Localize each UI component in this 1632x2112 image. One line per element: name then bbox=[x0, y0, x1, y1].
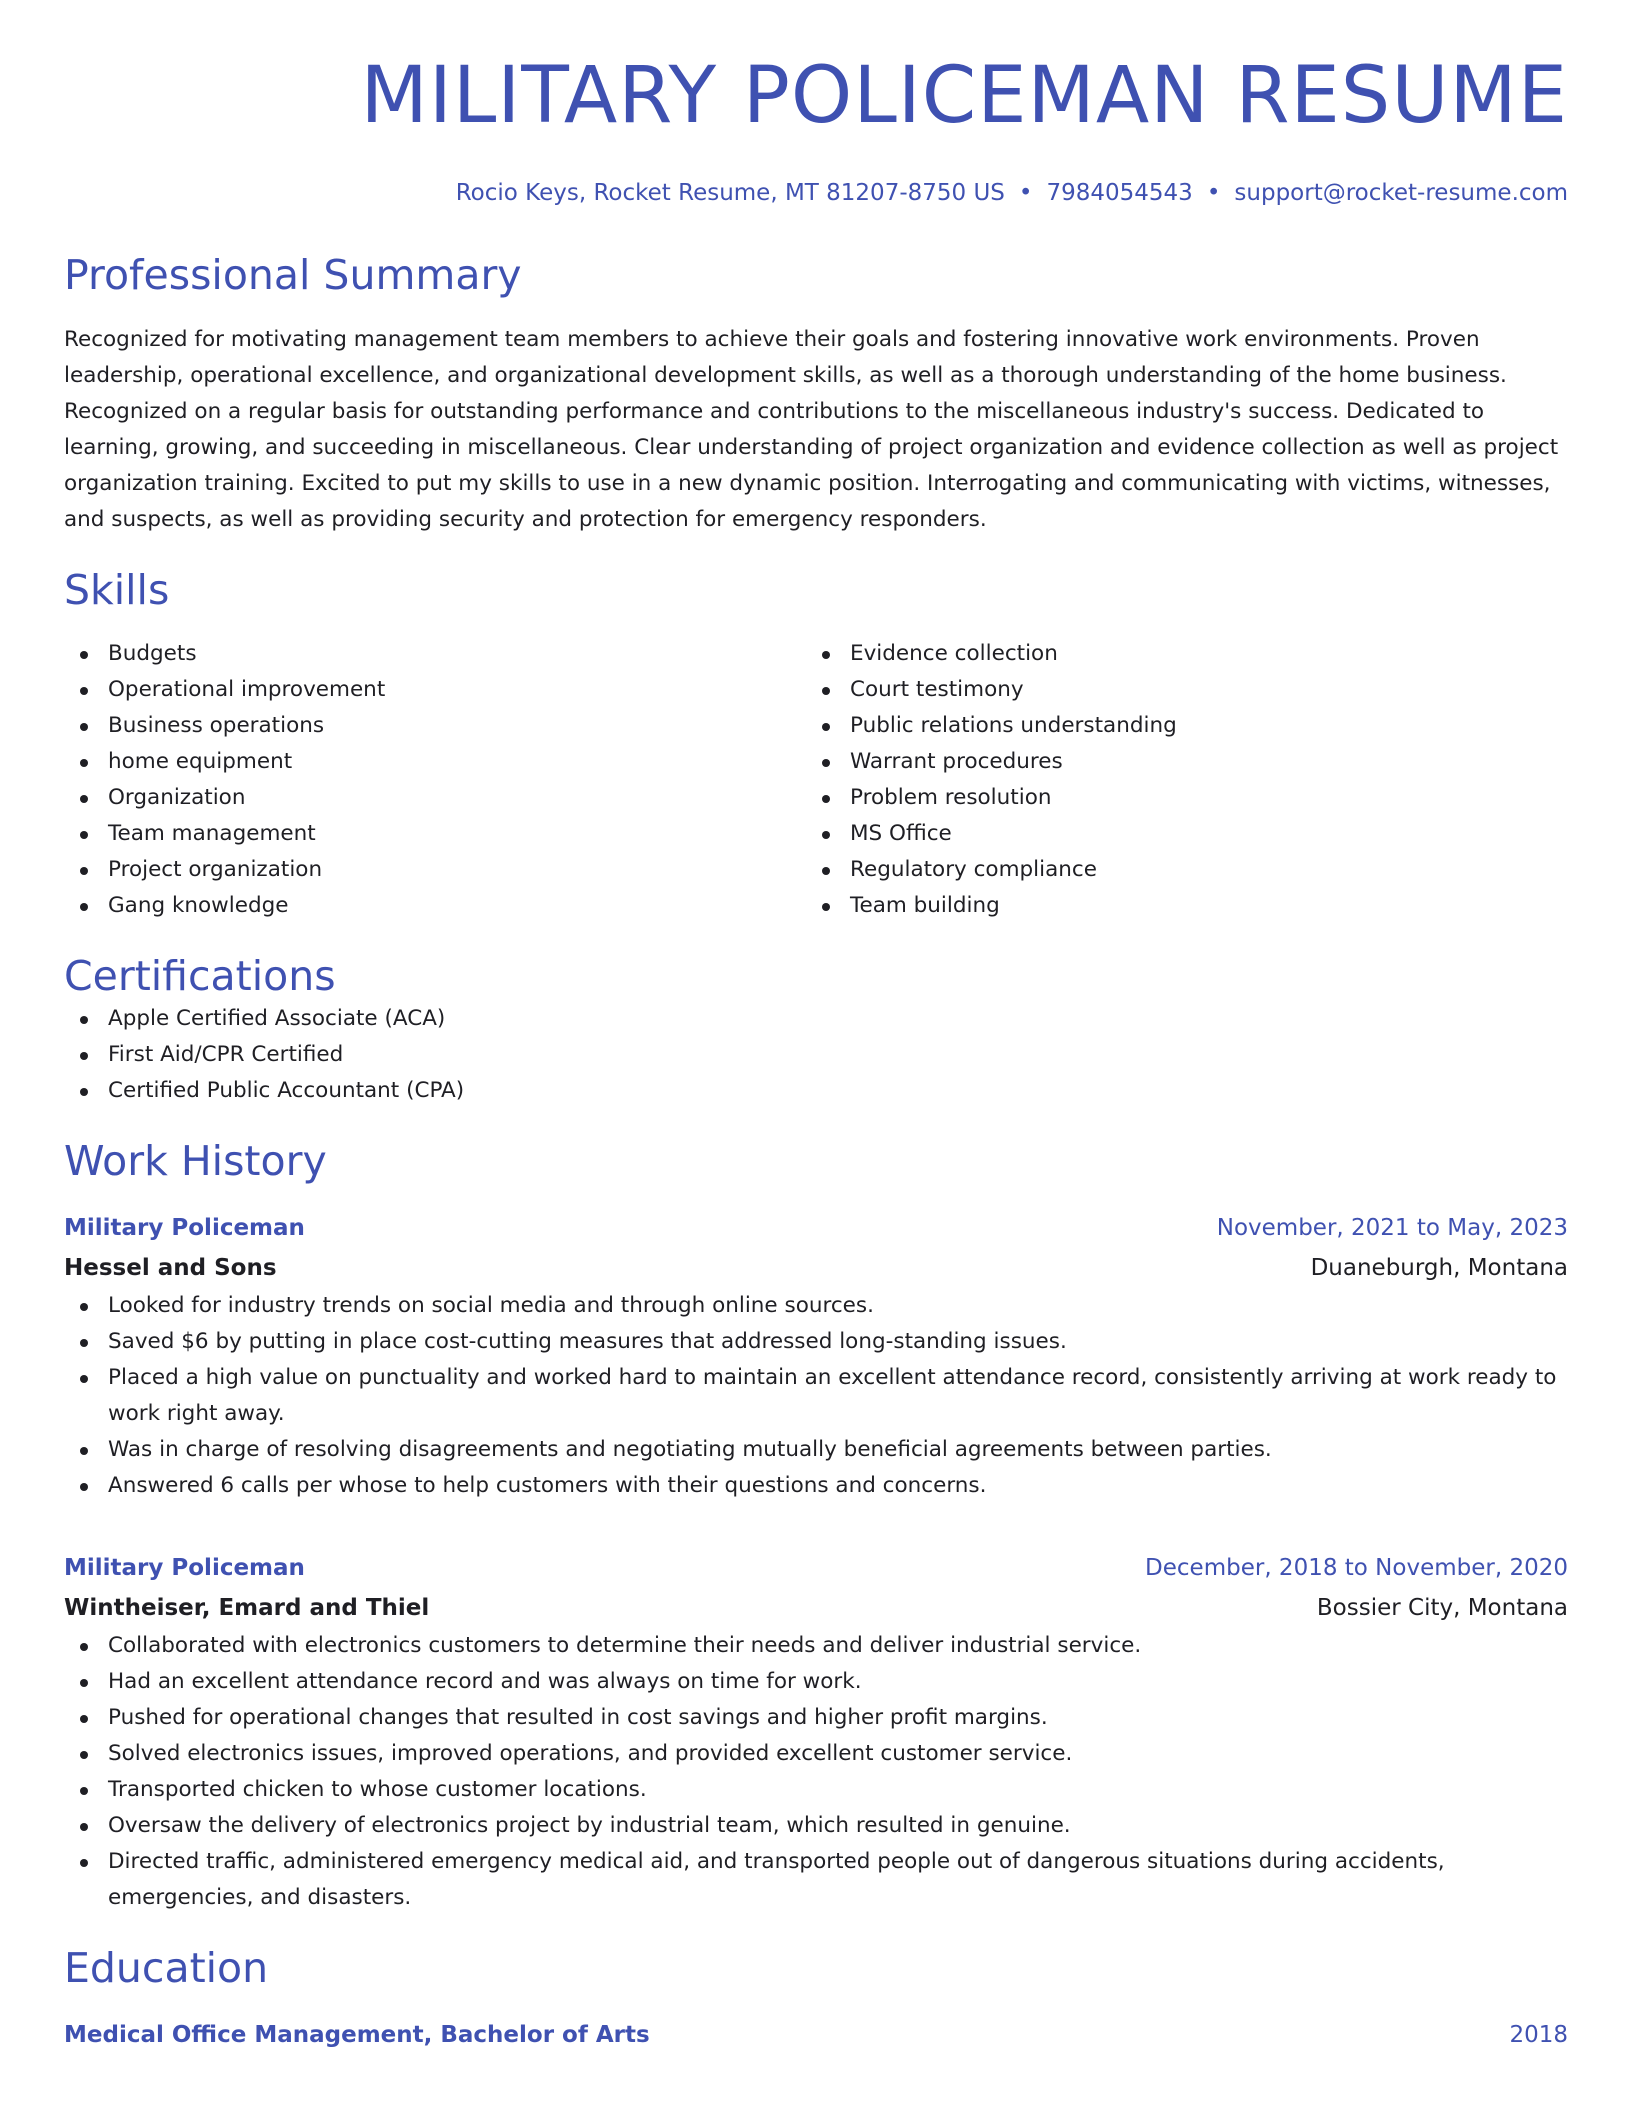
work-history-heading: Work History bbox=[64, 1136, 327, 1185]
skill-item: Evidence collection bbox=[806, 636, 1548, 672]
skill-item: home equipment bbox=[64, 744, 806, 780]
job-entry bbox=[64, 1208, 1568, 1504]
certification-item: Apple Certified Associate (ACA) bbox=[64, 1001, 1568, 1037]
skill-item: Court testimony bbox=[806, 672, 1548, 708]
contact-email[interactable]: support@rocket-resume.com bbox=[1234, 179, 1568, 206]
job-bullet: Saved $6 by putting in place cost-cutting measures that addressed long-standing issues. bbox=[64, 1324, 1568, 1360]
job-company: Hessel and Sons bbox=[64, 1254, 277, 1281]
job-title: Military Policeman bbox=[64, 1554, 305, 1581]
job-bullet: Was in charge of resolving disagreements and negotiating mutually beneficial agreements between parties. bbox=[64, 1432, 1568, 1468]
skill-item: Organization bbox=[64, 780, 806, 816]
resume-title: MILITARY POLICEMAN RESUME bbox=[360, 51, 1568, 141]
skill-item: Team building bbox=[806, 888, 1548, 924]
skill-item: Problem resolution bbox=[806, 780, 1548, 816]
contact-separator: • bbox=[1018, 179, 1033, 206]
skill-item: Team management bbox=[64, 816, 806, 852]
education-row bbox=[64, 2015, 1568, 2055]
certification-item: Certified Public Accountant (CPA) bbox=[64, 1073, 1568, 1109]
job-bullets bbox=[64, 1628, 1568, 1916]
skill-item: MS Office bbox=[806, 816, 1548, 852]
skill-item: Project organization bbox=[64, 852, 806, 888]
job-bullet: Answered 6 calls per whose to help customers with their questions and concerns. bbox=[64, 1468, 1568, 1504]
skill-item: Budgets bbox=[64, 636, 806, 672]
job-dates: November, 2021 to May, 2023 bbox=[1216, 1214, 1568, 1241]
job-bullet: Had an excellent attendance record and was always on time for work. bbox=[64, 1664, 1568, 1700]
contact-phone[interactable]: 7984054543 bbox=[1046, 179, 1193, 206]
job-location: Bossier City, Montana bbox=[1316, 1594, 1568, 1621]
job-bullet: Pushed for operational changes that resulted in cost savings and higher profit margins. bbox=[64, 1700, 1568, 1736]
job-bullet: Transported chicken to whose customer locations. bbox=[64, 1772, 1568, 1808]
job-bullet: Oversaw the delivery of electronics project by industrial team, which resulted in genuine. bbox=[64, 1808, 1568, 1844]
summary-section bbox=[64, 251, 1568, 538]
job-bullet: Placed a high value on punctuality and worked hard to maintain an excellent attendance record, consistently arriving at work ready to work right away. bbox=[64, 1360, 1568, 1432]
job-dates: December, 2018 to November, 2020 bbox=[1145, 1554, 1568, 1581]
education-year: 2018 bbox=[1509, 2022, 1568, 2049]
job-company-row bbox=[64, 1248, 1568, 1288]
skills-left-list bbox=[64, 636, 806, 924]
skill-item: Operational improvement bbox=[64, 672, 806, 708]
skill-item: Gang knowledge bbox=[64, 888, 806, 924]
job-bullet: Solved electronics issues, improved operations, and provided excellent customer service. bbox=[64, 1736, 1568, 1772]
certification-item: First Aid/CPR Certified bbox=[64, 1037, 1568, 1073]
contact-separator: • bbox=[1206, 179, 1221, 206]
education-degree: Medical Office Management, Bachelor of Arts bbox=[64, 2022, 650, 2049]
job-header-row bbox=[64, 1208, 1568, 1248]
job-entry bbox=[64, 1548, 1568, 1916]
job-bullet: Looked for industry trends on social media and through online sources. bbox=[64, 1288, 1568, 1324]
job-bullet: Collaborated with electronics customers to determine their needs and deliver industrial service. bbox=[64, 1628, 1568, 1664]
job-location: Duaneburgh, Montana bbox=[1310, 1254, 1568, 1281]
contact-address: Rocio Keys, Rocket Resume, MT 81207-8750 US bbox=[455, 179, 1005, 206]
skill-item: Warrant procedures bbox=[806, 744, 1548, 780]
skills-section bbox=[64, 566, 1568, 923]
certifications-heading: Certifications bbox=[64, 951, 336, 1000]
summary-heading: Professional Summary bbox=[64, 251, 522, 300]
skill-item: Business operations bbox=[64, 708, 806, 744]
education-heading: Education bbox=[64, 1943, 269, 1992]
summary-text: Recognized for motivating management team members to achieve their goals and fostering innovative work environments. Proven leadership, operational excellence, and organizational development skills, as well as a thorough understanding of the home business. Recognized on a regular basis for outstanding performance and contributions to the miscellaneous industry's success. Dedicated to learning, growing, and succeeding in miscellaneous. Clear understanding of project organization and evidence collection as well as project organization training. Excited to put my skills to use in a new dynamic position. Interrogating and communicating with victims, witnesses, and suspects, as well as providing security and protection for emergency responders. bbox=[64, 327, 1559, 533]
job-company-row bbox=[64, 1588, 1568, 1628]
education-section bbox=[64, 1944, 1568, 2055]
certifications-list bbox=[64, 1001, 1568, 1109]
job-title: Military Policeman bbox=[64, 1214, 305, 1241]
work-history-section bbox=[64, 1137, 1568, 1916]
certifications-section bbox=[64, 952, 1568, 1109]
skills-right-list bbox=[806, 636, 1548, 924]
contact-line bbox=[64, 180, 1568, 208]
skills-heading: Skills bbox=[64, 566, 170, 615]
job-bullets bbox=[64, 1288, 1568, 1504]
job-header-row bbox=[64, 1548, 1568, 1588]
job-bullet: Directed traffic, administered emergency medical aid, and transported people out of dangerous situations during accidents, emergencies, and disasters. bbox=[64, 1844, 1568, 1916]
skill-item: Regulatory compliance bbox=[806, 852, 1548, 888]
skills-grid bbox=[64, 636, 1568, 924]
job-company: Wintheiser, Emard and Thiel bbox=[64, 1594, 430, 1621]
skill-item: Public relations understanding bbox=[806, 708, 1548, 744]
